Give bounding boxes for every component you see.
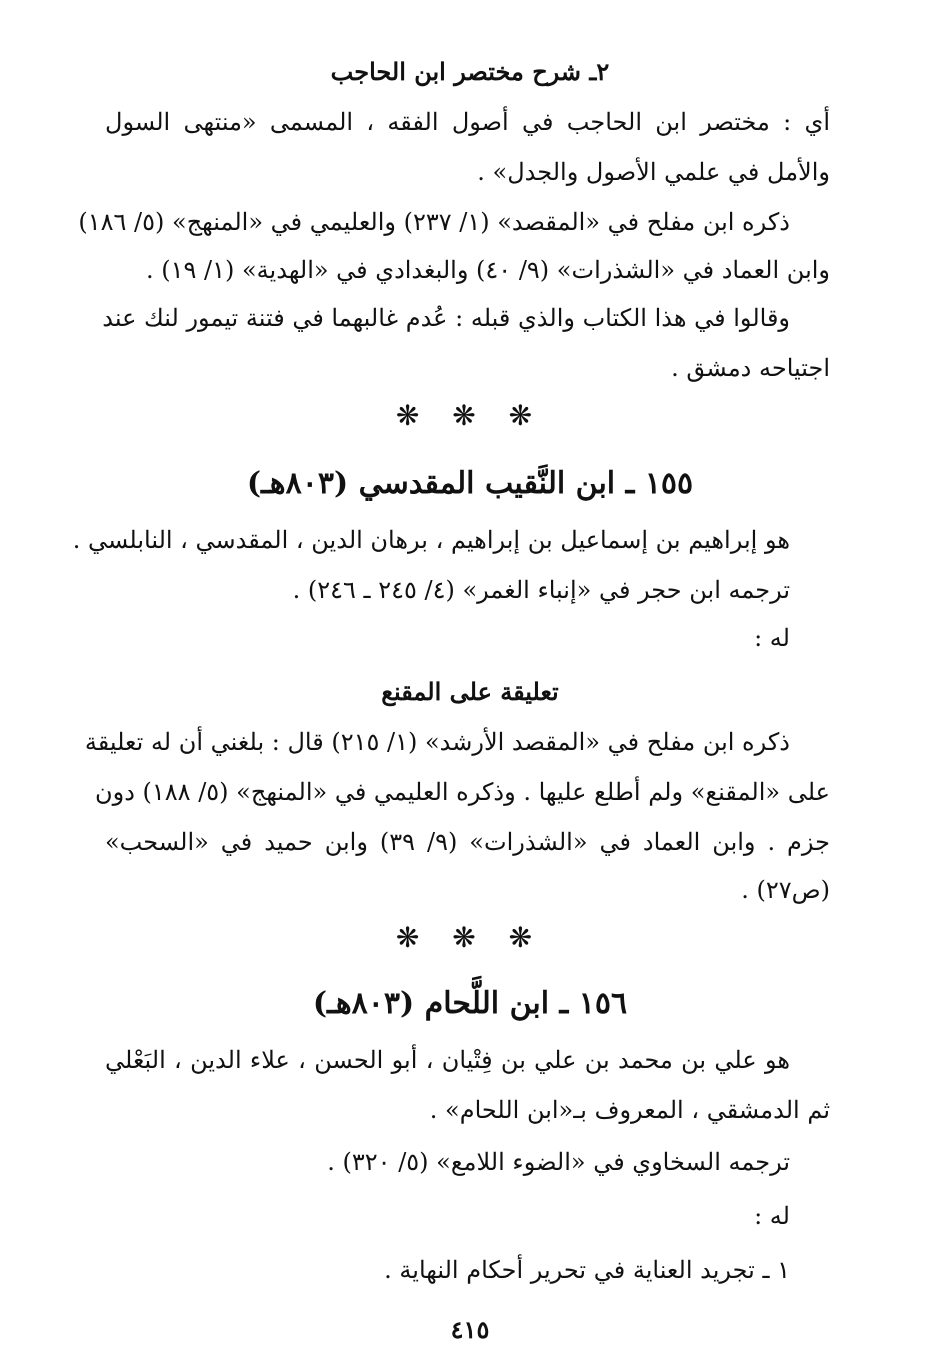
text-line: ترجمه السخاوي في «الضوء اللامع» (٥/ ٣٢٠) . [327,1148,790,1176]
text-line: ثم الدمشقي ، المعروف بـ«ابن اللحام» . [429,1096,830,1124]
work-subheading: ٢ـ شرح مختصر ابن الحاجب [330,57,610,86]
work-title: تعليقة على المقنع [381,677,559,706]
section-separator: ❋ ❋ ❋ [395,399,545,432]
text-line: له : [754,624,790,652]
entry-heading-155: ١٥٥ ـ ابن النَّقيب المقدسي (٨٠٣هـ) [246,466,694,501]
text-line: أي : مختصر ابن الحاجب في أصول الفقه ، المسمى «منتهى السول [105,108,830,136]
text-line: له : [754,1202,790,1230]
text-line: وابن العماد في «الشذرات» (٩/ ٤٠) والبغدادي في «الهدية» (١/ ١٩) . [145,256,830,284]
text-line: ذكره ابن مفلح في «المقصد الأرشد» (١/ ٢١٥) قال : بلغني أن له تعليقة [84,728,790,756]
text-line: (ص٢٧) . [741,876,830,904]
entry-heading-156: ١٥٦ ـ ابن اللَّحام (٨٠٣هـ) [312,986,628,1021]
page-number: ٤١٥ [450,1315,490,1344]
text-line: ١ ـ تجريد العناية في تحرير أحكام النهاية . [384,1256,790,1284]
text-line: هو علي بن محمد بن علي بن فِتْيان ، أبو الحسن ، علاء الدين ، البَعْلي [105,1046,790,1074]
section-separator: ❋ ❋ ❋ [395,921,545,954]
text-line: ترجمه ابن حجر في «إنباء الغمر» (٤/ ٢٤٥ ـ ٢٤٦) . [292,576,790,604]
text-line: جزم . وابن العماد في «الشذرات» (٩/ ٣٩) وابن حميد في «السحب» [105,828,830,856]
text-line: هو إبراهيم بن إسماعيل بن إبراهيم ، برهان الدين ، المقدسي ، النابلسي . [72,526,790,554]
text-line: والأمل في علمي الأصول والجدل» . [477,158,830,186]
text-line: اجتياحه دمشق . [671,354,830,382]
text-line: وقالوا في هذا الكتاب والذي قبله : عُدم غالبهما في فتنة تيمور لنك عند [102,304,790,332]
text-line: على «المقنع» ولم أطلع عليها . وذكره العليمي في «المنهج» (٥/ ١٨٨) دون [94,778,830,806]
text-line: ذكره ابن مفلح في «المقصد» (١/ ٢٣٧) والعليمي في «المنهج» (٥/ ١٨٦) [78,208,790,236]
